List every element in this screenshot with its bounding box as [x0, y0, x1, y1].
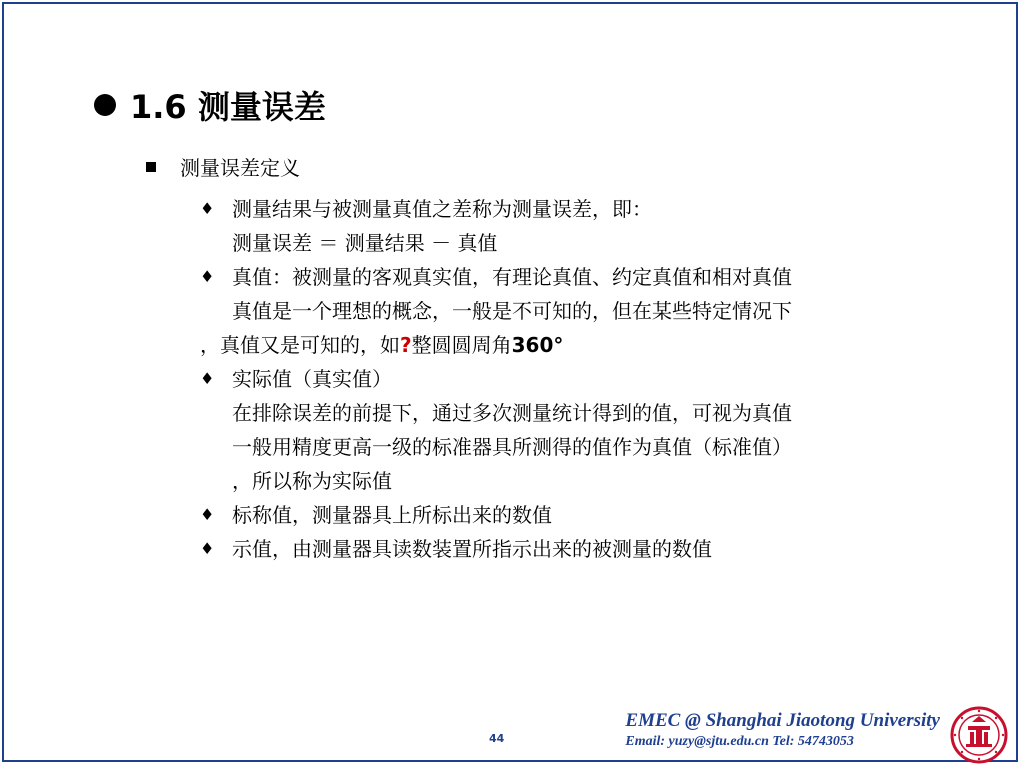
list-item-continuation — [200, 328, 970, 362]
diamond-bullet-icon: ♦ — [200, 369, 215, 388]
list-item-continuation — [200, 226, 970, 260]
item-text: ，真值又是可知的，如 — [200, 333, 400, 357]
list-item-continuation — [200, 294, 970, 328]
university-seal-icon — [950, 706, 1008, 764]
footer — [625, 710, 940, 750]
item-text: ，所以称为实际值 — [232, 469, 392, 493]
angle-value: 360° — [511, 333, 564, 357]
diamond-bullet-icon: ♦ — [200, 267, 215, 286]
list-item-continuation — [200, 430, 970, 464]
footer-contact: Email: yuzy@sjtu.edu.cn Tel: 54743053 — [625, 734, 854, 749]
list-item-continuation — [200, 396, 970, 430]
item-text: 真值：被测量的客观真实值，有理论真值、约定真值和相对真值 — [232, 265, 792, 289]
item-text: 测量结果与被测量真值之差称为测量误差，即： — [232, 197, 652, 221]
item-text: 整圆圆周角 — [411, 333, 512, 357]
item-text: 真值是一个理想的概念，一般是不可知的，但在某些特定情况下 — [232, 299, 792, 323]
item-text: 示值，由测量器具读数装置所指示出来的被测量的数值 — [232, 537, 712, 561]
list-item — [200, 362, 970, 396]
list-item-continuation — [200, 464, 970, 498]
slide-title — [94, 82, 326, 128]
question-mark-icon: ? — [400, 333, 412, 357]
section-heading-text: 测量误差定义 — [180, 156, 300, 180]
list-item — [200, 192, 970, 226]
list-item — [200, 532, 970, 566]
footer-institution: EMEC @ Shanghai Jiaotong University — [625, 710, 940, 731]
item-text: 在排除误差的前提下，通过多次测量统计得到的值，可视为真值 — [232, 401, 792, 425]
square-bullet-icon — [146, 162, 156, 172]
item-text: 实际值（真实值） — [232, 367, 392, 391]
diamond-bullet-icon: ♦ — [200, 199, 215, 218]
section-heading — [146, 152, 300, 181]
content-list — [200, 192, 970, 566]
slide — [2, 2, 1018, 762]
list-item — [200, 498, 970, 532]
item-text: 一般用精度更高一级的标准器具所测得的值作为真值（标准值） — [232, 435, 792, 459]
list-item — [200, 260, 970, 294]
title-text: 1.6 测量误差 — [130, 88, 326, 126]
formula-text: 测量误差 ＝ 测量结果 － 真值 — [232, 231, 498, 255]
page-number: 44 — [489, 732, 505, 745]
diamond-bullet-icon: ♦ — [200, 505, 215, 524]
title-bullet-icon — [94, 94, 116, 116]
diamond-bullet-icon: ♦ — [200, 539, 215, 558]
item-text: 标称值，测量器具上所标出来的数值 — [232, 503, 552, 527]
